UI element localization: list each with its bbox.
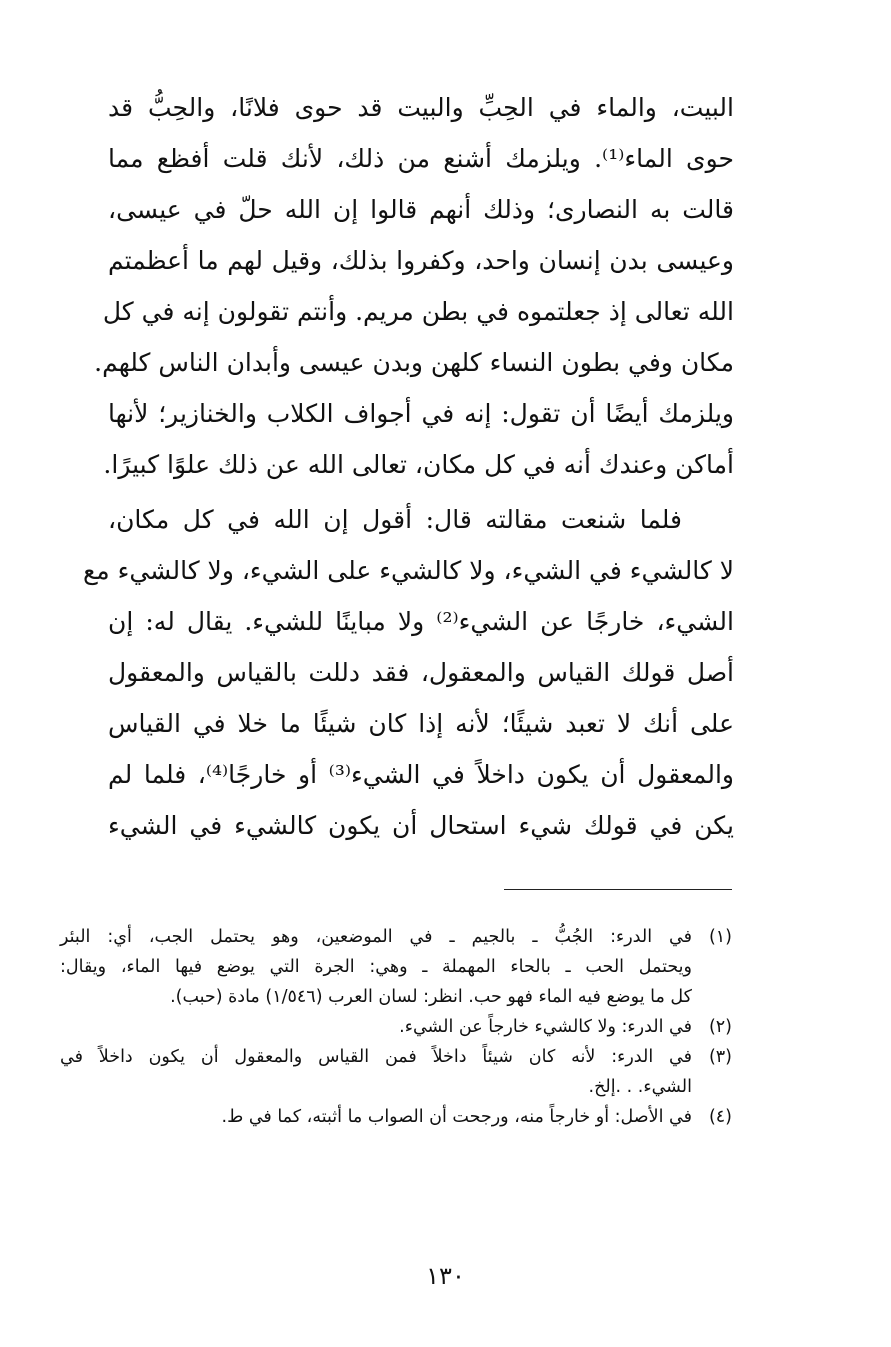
text-line: فلما شنعت مقالته قال: أقول إن الله في كل مكان، [108,505,682,534]
footnote-4 [60,1102,732,1132]
text-line: والمعقول أن يكون داخلاً في الشيء⁽³⁾ أو خارجًا⁽⁴⁾، فلما لم [108,760,735,789]
footnote-number: (١) [708,927,732,947]
footnote-body [60,922,692,1012]
paragraph-2 [82,494,735,851]
footnote-3 [60,1042,732,1102]
text-line: أصل قولك القياس والمعقول، فقد دللت بالقياس والمعقول [108,658,734,687]
text-line: ويلزمك أيضًا أن تقول: إنه في أجواف الكلاب والخنازير؛ لأنها [108,399,734,428]
footnote-line: ويحتمل الحب ـ بالحاء المهملة ـ وهي: الجرة التي يوضع فيها الماء، ويقال: [60,957,692,977]
text-line: مكان وفي بطون النساء كلهن وبدن عيسى وأبدان الناس كلهم. [94,348,734,377]
footnotes [60,922,732,1132]
footnote-line: كل ما يوضع فيه الماء فهو حب. انظر: لسان العرب (١/٥٤٦) مادة (حبب). [170,987,692,1007]
footnote-line: في الأصل: أو خارجاً منه، ورجحت أن الصواب ما أثبته، كما في ط. [221,1107,692,1127]
footnote-body [60,1102,692,1132]
footnote-line: في الدرء: ولا كالشيء خارجاً عن الشيء. [399,1017,692,1037]
footnote-line: الشيء. . .إلخ. [588,1077,692,1097]
footnote-number: (٤) [708,1107,732,1127]
footnote-number: (٢) [708,1017,732,1037]
footnote-divider [504,889,732,890]
text-line: الشيء، خارجًا عن الشيء⁽²⁾ ولا مباينًا للشيء. يقال له: إن [108,607,734,636]
footnote-body [60,1012,692,1042]
footnote-1 [60,922,732,1012]
text-line: البيت، والماء في الحِبِّ والبيت قد حوى فلانًا، والحِبُّ قد [108,93,734,122]
page-number: ١٣٠ [426,1262,465,1290]
text-line: أماكن وعندك أنه في كل مكان، تعالى الله عن ذلك علوًا كبيرًا. [103,450,734,479]
text-line: الله تعالى إذ جعلتموه في بطن مريم. وأنتم تقولون إنه في كل [102,297,734,326]
paragraph-1 [94,82,734,490]
text-line: حوى الماء⁽¹⁾. ويلزمك أشنع من ذلك، لأنك قلت أفظع مما [108,144,734,173]
footnote-line: في الدرء: لأنه كان شيئاً داخلاً فمن القياس والمعقول أن يكون داخلاً في [60,1047,692,1067]
footnote-number: (٣) [708,1047,732,1067]
text-line: يكن في قولك شيء استحال أن يكون كالشيء في الشيء [108,811,734,840]
footnote-body [60,1042,692,1102]
text-line: على أنك لا تعبد شيئًا؛ لأنه إذا كان شيئًا ما خلا في القياس [108,709,734,738]
text-line: قالت به النصارى؛ وذلك أنهم قالوا إن الله حلّ في عيسى، [108,195,734,224]
text-line: لا كالشيء في الشيء، ولا كالشيء على الشيء، ولا كالشيء مع [82,556,734,585]
text-line: وعيسى بدن إنسان واحد، وكفروا بذلك، وقيل لهم ما أعظمتم [108,246,734,275]
footnote-line: في الدرء: الجُبُّ ـ بالجيم ـ في الموضعين، وهو يحتمل الجب، أي: البئر [60,927,692,947]
footnote-2 [60,1012,732,1042]
